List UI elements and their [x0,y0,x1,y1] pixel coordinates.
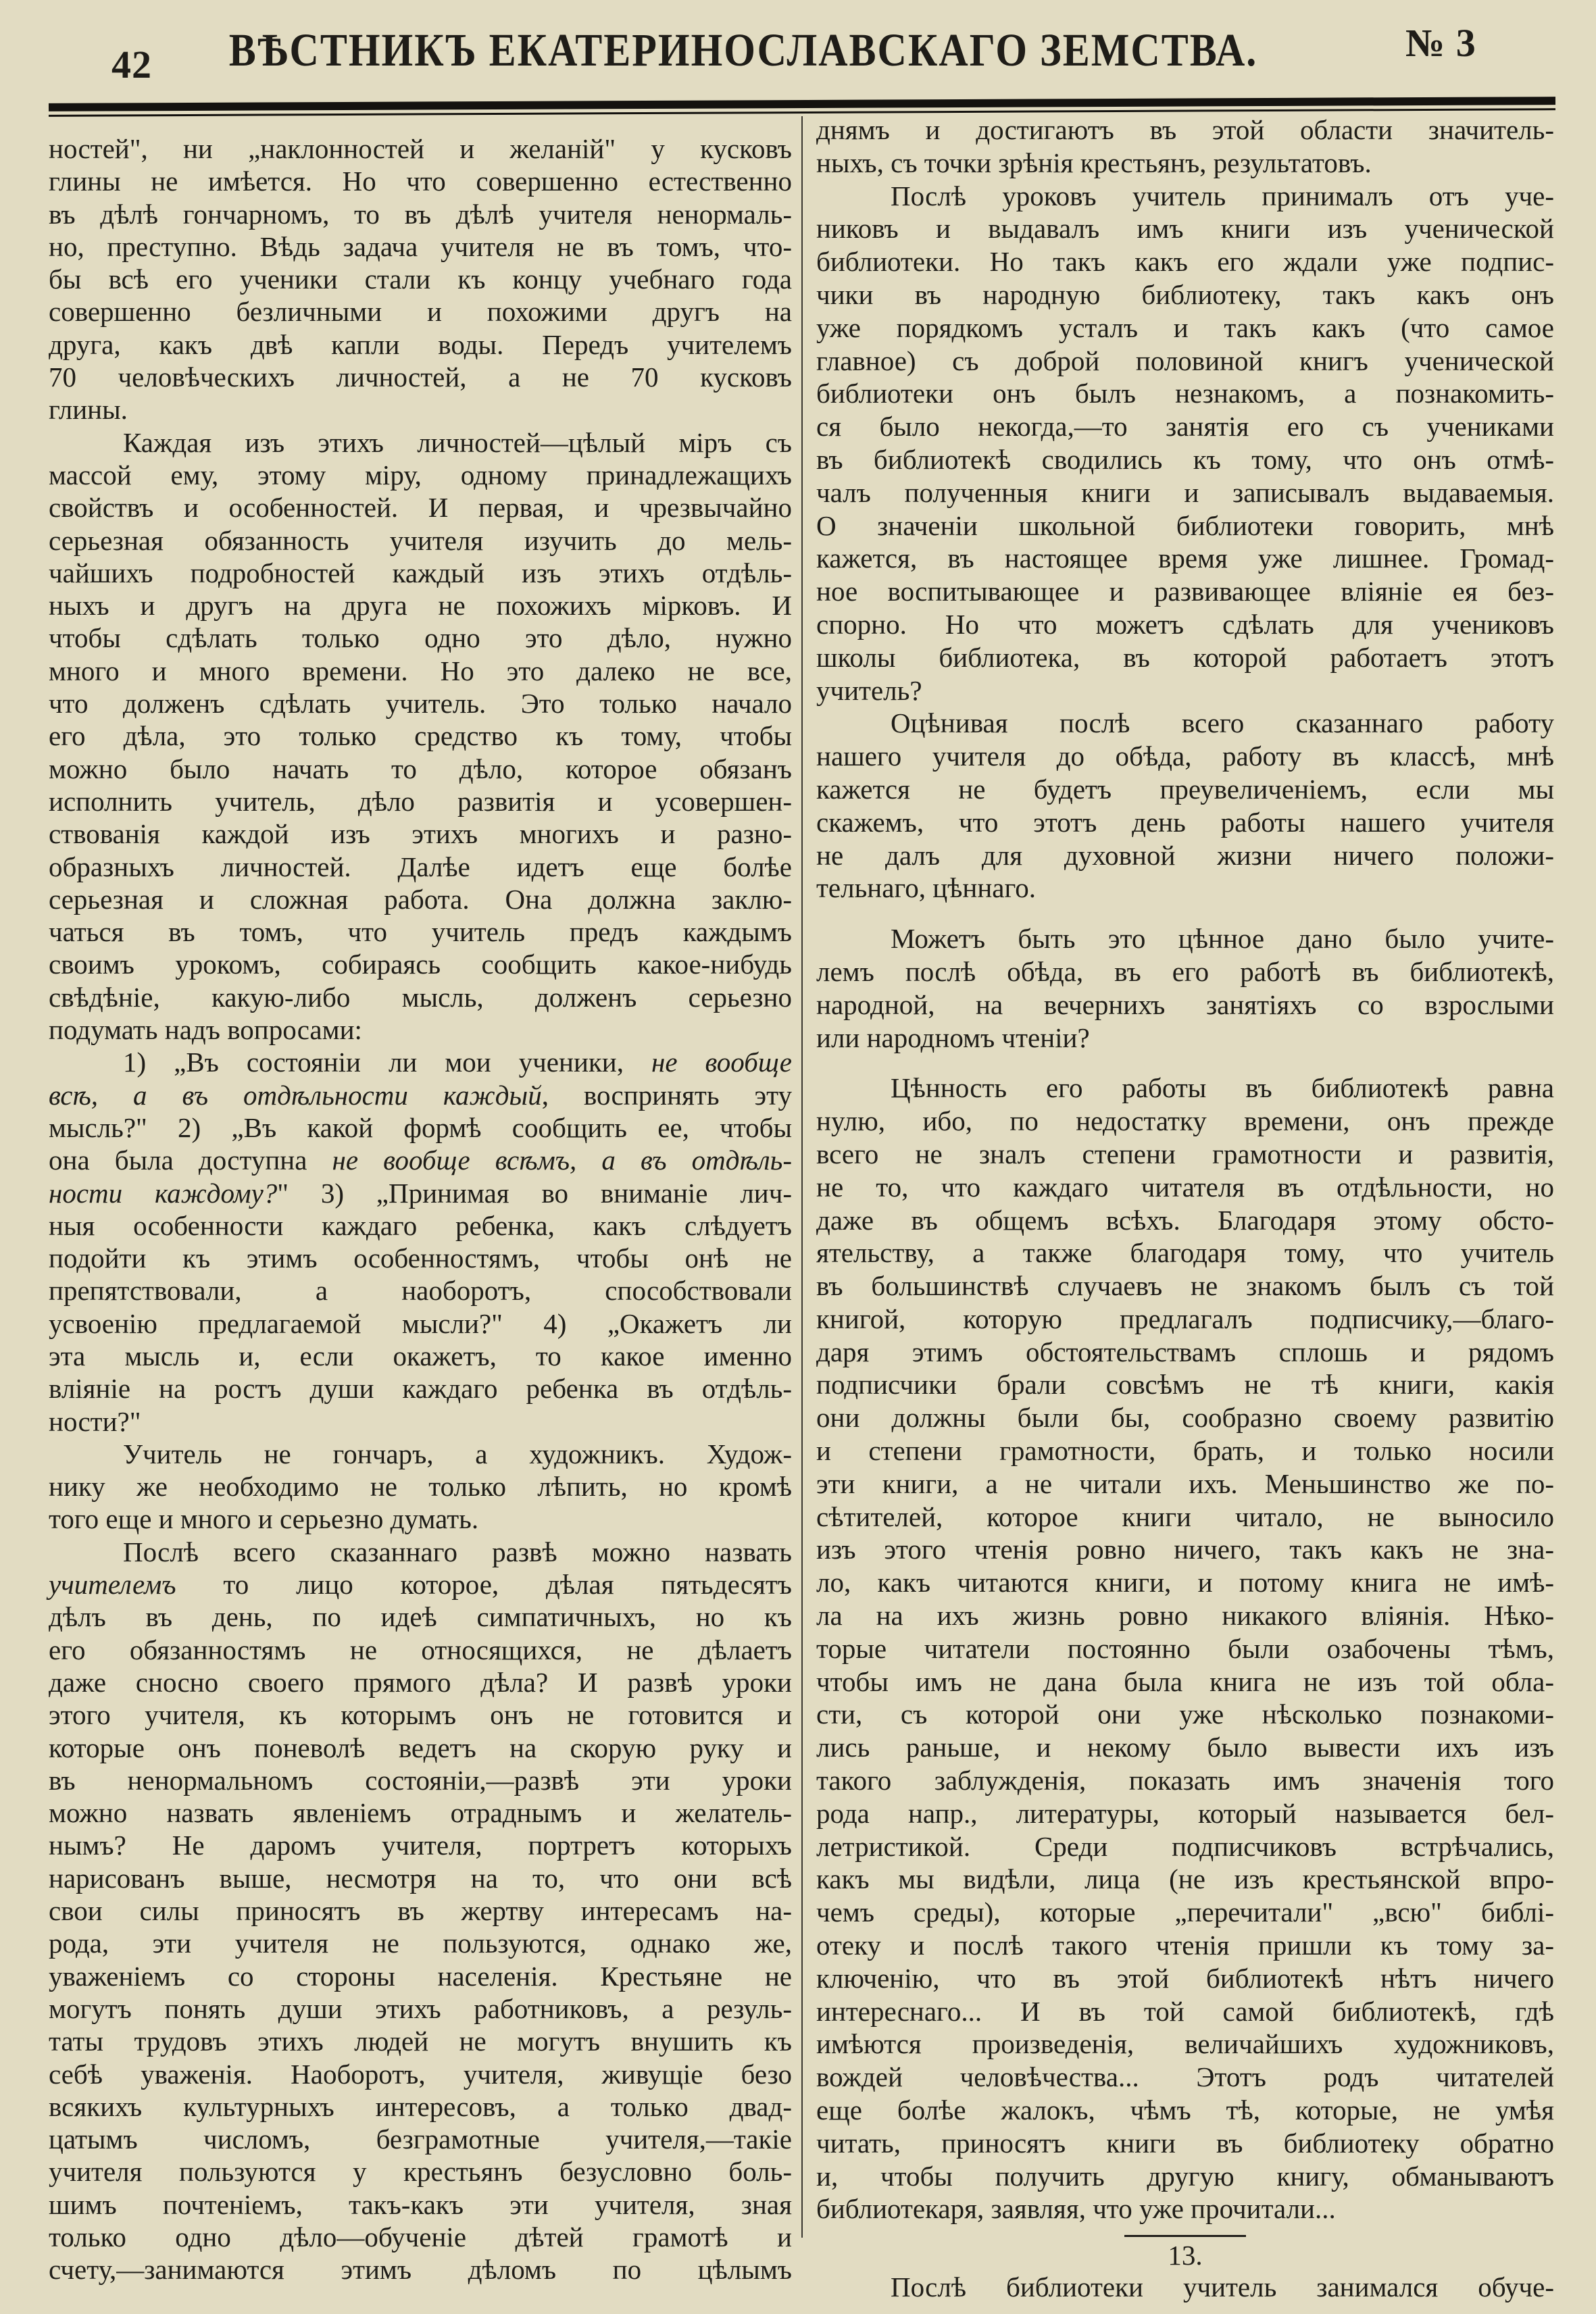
text-line: друга, какъ двѣ капли воды. Передъ учителемъ [49,328,792,360]
text-line: Учитель не гончаръ, а художникъ. Худож- [123,1438,792,1469]
text-line: чайшихъ подробностей каждый изъ этихъ отдѣль- [49,557,792,588]
text-line: ла на ихъ жизнь ровно никакого вліянія. Нѣко- [816,1600,1554,1632]
text-line: или народномъ чтеніи? [816,1022,1090,1053]
text-line: но, преступно. Вѣдь задача учителя не въ томъ, что- [49,230,792,262]
text-line: свѣдѣніе, какую-либо мысль, долженъ серьезно [49,981,792,1013]
text-line: библиотекаря, заявляя, что уже прочитали... [816,2193,1336,2225]
text-line: его обязанностямъ не относящихся, не дѣлаетъ [49,1634,792,1665]
text-line: библиотеки. Но такъ какъ его ждали уже подпис- [816,246,1554,278]
text-line: и степени грамотности, брать, и только носили [816,1435,1554,1467]
text-line: чики въ народную библиотеку, такъ какъ онъ [816,278,1554,310]
right-column [816,114,1554,2304]
text-line: глины. [49,394,128,426]
text-line: нику же необходимо не только лѣпить, но кромѣ [49,1471,792,1503]
text-line: свойствъ и особенностей. И первая, и чрезвычайно [49,492,792,524]
text-line: рода, эти учителя не пользуются, однако же, [49,1928,792,1959]
text-line: счету,—занимаются этимъ дѣломъ по цѣлымъ [49,2254,792,2286]
text-line: никовъ и выдавалъ имъ книги изъ ученической [816,213,1554,245]
text-line: ключенію, что въ этой библиотекѣ нѣтъ ничего [816,1962,1554,1994]
text-line: читать, приносятъ книги въ библиотеку обратно [816,2127,1554,2159]
text-line: отеку и послѣ такого чтенія пришли къ тому за- [816,1930,1554,1961]
text-line [49,1177,792,1209]
text-line: изъ этого чтенія ровно ничего, такъ какъ не зна- [816,1534,1554,1565]
text-line: учителя пользуются у крестьянъ безусловно боль- [49,2156,792,2188]
paragraph [49,1046,792,1438]
text-line: ное воспитывающее и развивающее вліяніе ея без- [816,576,1554,607]
text-line: кажется не будетъ преувеличеніемъ, если мы [816,773,1554,805]
text-line: могутъ понять души этихъ работниковъ, а резуль- [49,1992,792,2024]
text-line: себѣ уваженія. Наоборотъ, учителя, живущіе безо [49,2058,792,2090]
text-line: Послѣ библиотеки учитель занимался обуче- [891,2271,1554,2303]
text-span: , воспринять эту [541,1079,792,1111]
text-line: не то, что каждаго читателя въ отдѣльности, но [816,1171,1554,1203]
text-line: чемъ среды), которые „перечитали" „всю" библі- [816,1896,1554,1928]
text-line: того еще и много и серьезно думать. [49,1503,479,1535]
text-line: не далъ для духовной жизни ничего положи- [816,839,1554,871]
text-line: какъ мы видѣли, лица (не изъ крестьянской впро- [816,1863,1554,1895]
text-line: въ библиотекѣ сводились къ тому, что онъ отмѣ- [816,443,1554,475]
text-line: тельнаго, цѣннаго. [816,872,1037,904]
text-line: ло, какъ читаются книги, и потому книга не имѣ- [816,1567,1554,1599]
right-column-body [816,114,1554,2225]
section-body [816,2271,1554,2304]
text-line: ныя особенности каждаго ребенка, какъ слѣдуетъ [49,1209,792,1241]
text-line: шимъ почтеніемъ, такъ-какъ эти учителя, зная [49,2188,792,2220]
text-line: подумать надъ вопросами: [49,1014,362,1046]
text-line: сѣтителей, которое книги читало, не выносило [816,1501,1554,1532]
text-line: главное) съ доброй половиной книгъ ученической [816,345,1554,376]
text-line: библиотеки онъ былъ незнакомъ, а познакомить- [816,378,1554,409]
text-line: учитель? [816,674,922,706]
text-line: вліяніе на ростъ души каждаго ребенка въ отдѣль- [49,1373,792,1405]
text-line: даже въ общемъ всѣхъ. Благодаря этому обсто- [816,1204,1554,1236]
text-span: " 3) „Принимая во вниманіе лич- [277,1177,792,1209]
text-span: 1) „Въ состояніи ли мои ученики, [123,1047,651,1078]
italic-text: ности каждому? [49,1177,278,1209]
text-line: можно было начать то дѣло, которое обязанъ [49,753,792,784]
italic-text: не вообще [651,1047,792,1078]
text-line: которые онъ поневолѣ ведетъ на скорую руку и [49,1732,792,1763]
text-line: много и много времени. Но это далеко не все, [49,655,792,686]
text-line: всякихъ культурныхъ интересовъ, а только двад- [49,2090,792,2122]
text-line: летристикой. Среди подписчиковъ встрѣчались, [816,1830,1554,1862]
text-line: дѣлъ въ день, по идеѣ симпатичныхъ, но къ [49,1601,792,1633]
text-line: Цѣнность его работы въ библиотекѣ равна [891,1072,1554,1104]
text-span: то лицо которое, дѣлая пятьдесятъ [176,1569,792,1601]
text-line: еще болѣе жалокъ, чѣмъ тѣ, которые, не умѣя [816,2094,1554,2126]
text-line: усвоенію предлагаемой мысли?" 4) „Окажетъ ли [49,1307,792,1339]
text-line: нымъ? Не даромъ учителя, портретъ которыхъ [49,1830,792,1861]
text-line: ятельству, а также благодаря тому, что учитель [816,1237,1554,1269]
text-line: нарисованъ выше, несмотря на то, что они всѣ [49,1862,792,1894]
text-line: можно назвать явленіемъ отраднымъ и желатель- [49,1797,792,1829]
text-line: ствованія каждой изъ этихъ многихъ и разно- [49,818,792,850]
text-line: лемъ послѣ обѣда, въ его работѣ въ библиотекѣ, [816,955,1554,987]
text-line: глины не имѣется. Но что совершенно естественно [49,166,792,197]
text-line: бы всѣ его ученики стали къ концу учебнаго года [49,263,792,295]
text-span: она была доступна [49,1145,332,1176]
text-line: школы библиотека, въ которой работаетъ этотъ [816,641,1554,673]
text-line: Каждая изъ этихъ личностей—цѣлый міръ съ [123,426,792,458]
text-line: всего не зналъ степени грамотности и развитія, [816,1138,1554,1169]
text-line: исполнить учитель, дѣло развитія и усовершен- [49,785,792,817]
paragraph [816,707,1554,905]
text-line: подписчики брали совсѣмъ не тѣ книги, какія [816,1369,1554,1401]
text-line: торые читатели постоянно были озабочены тѣмъ, [816,1632,1554,1664]
text-line: даря этимъ обстоятельствамъ сплошь и рядомъ [816,1336,1554,1367]
text-line: Послѣ уроковъ учитель принималъ отъ уче- [891,180,1554,211]
text-line: 70 человѣческихъ личностей, а не 70 кусковъ [49,361,792,393]
text-line: свои силы приносятъ въ жертву интересамъ на- [49,1895,792,1927]
text-line: сти, съ которой они уже нѣсколько познакоми- [816,1699,1554,1730]
text-line: ся было некогда,—то занятія его съ учениками [816,411,1554,443]
text-line: таты трудовъ этихъ людей не могутъ внушить къ [49,2026,792,2057]
text-line: этого учителя, къ которымъ онъ не готовится и [49,1699,792,1731]
italic-text: не вообще всѣмъ, а въ отдѣль- [332,1145,792,1176]
text-line: мысль?" 2) „Въ какой формѣ сообщить ее, чтобы [49,1111,792,1143]
text-line: ности?" [49,1405,141,1437]
text-line: скажемъ, что этотъ день работы нашего учителя [816,806,1554,838]
page-number: 42 [111,43,152,86]
text-line [49,1144,792,1176]
text-line: его дѣла, это только средство къ тому, чтобы [49,720,792,752]
text-line: спорно. Но что можетъ сдѣлать для учениковъ [816,608,1554,640]
text-line: имѣются произведенія, величайшихъ художниковъ, [816,2028,1554,2060]
text-line: нулю, ибо, по недостатку времени, онъ прежде [816,1105,1554,1137]
text-line: книгой, которую предлагалъ подписчику,—благо- [816,1303,1554,1334]
text-line: образныхъ личностей. Далѣе идетъ еще болѣе [49,851,792,882]
issue-number: № 3 [1405,21,1476,65]
text-line: О значеніи школьной библиотеки говорить, мнѣ [816,509,1554,541]
text-line: рода напр., литературы, который называется бел- [816,1797,1554,1829]
text-line: подойти къ этимъ особенностямъ, чтобы онѣ не [49,1242,792,1274]
journal-title: ВѢСТНИКЪ ЕКАТЕРИНОСЛАВСКАГО ЗЕМСТВА. [228,24,1258,76]
text-line: серьезная и сложная работа. Она должна заклю- [49,883,792,915]
text-line: Оцѣнивая послѣ всего сказаннаго работу [891,707,1554,739]
paragraph [816,922,1554,1054]
text-line: эти книги, а не читали ихъ. Меньшинство же по- [816,1467,1554,1499]
paragraph [816,1072,1554,2225]
text-line: народной, на вечернихъ занятіяхъ со взрослыми [816,988,1554,1020]
italic-text: учителемъ [49,1569,176,1601]
text-line: чалъ полученныя книги и записывалъ выдаваемыя. [816,476,1554,508]
italic-text: всѣ, а въ отдѣльности каждый [49,1079,542,1111]
text-line: эта мысль и, если окажетъ, то какое именно [49,1340,792,1372]
text-line [49,1046,792,1078]
paragraph [49,426,792,1047]
text-line: массой ему, этому міру, одному принадлежащихъ [49,459,792,491]
text-line: интереснаго... И въ той самой библиотекѣ, гдѣ [816,1995,1554,2027]
left-column [49,132,792,2286]
text-line: въ дѣлѣ гончарномъ, то въ дѣлѣ учителя ненормаль- [49,198,792,230]
text-line: такого заблужденія, показать имъ значенія того [816,1765,1554,1796]
text-line: чаться въ томъ, что учитель предъ каждымъ [49,916,792,948]
text-line: что долженъ сдѣлать учитель. Это только начало [49,688,792,720]
paragraph [816,114,1554,180]
text-line: только одно дѣло—обученіе дѣтей грамотѣ и [49,2221,792,2253]
text-line: кажется, въ настоящее время уже лишнее. Громад- [816,543,1554,574]
paragraph [49,1438,792,1536]
text-line: лись раньше, и некому было вывести ихъ изъ [816,1732,1554,1763]
text-line: своимъ урокомъ, собираясь сообщить какое-нибудь [49,949,792,980]
text-line: ностей", ни „наклонностей и желаній" у кусковъ [49,133,792,164]
text-line: и, чтобы получить другую книгу, обманываютъ [816,2160,1554,2192]
text-line: серьезная обязанность учителя изучить до мель- [49,524,792,556]
text-line: Можетъ быть это цѣнное дано было учите- [891,923,1554,955]
text-line: уже порядкомъ усталъ и такъ какъ (что самое [816,311,1554,343]
column-divider [801,116,803,2238]
text-line: въ большинствѣ случаевъ не знакомъ былъ съ той [816,1270,1554,1302]
text-line: нашего учителя до обѣда, работу въ классѣ, мнѣ [816,740,1554,772]
text-line [49,1568,792,1601]
text-line: препятствовали, а наоборотъ, способствовали [49,1275,792,1307]
text-line: ныхъ, съ точки зрѣнія крестьянъ, результатовъ. [816,147,1372,178]
text-line: чтобы имъ не дана была книга не изъ той обла- [816,1665,1554,1697]
text-line: даже сносно своего прямого дѣла? И развѣ уроки [49,1666,792,1698]
paragraph [816,180,1554,707]
section-number: 13. [1168,2240,1203,2271]
text-line: въ ненормальномъ состояніи,—развѣ эти уроки [49,1764,792,1796]
text-line: Послѣ всего сказаннаго развѣ можно назвать [123,1536,792,1567]
text-line: вождей человѣчества... Этотъ родъ читателей [816,2061,1554,2093]
text-line: они должны были бы, сообразно своему развитію [816,1402,1554,1434]
paragraph [49,1536,792,2286]
text-line [49,1079,792,1111]
text-line: днямъ и достигаютъ въ этой области значитель- [816,114,1554,145]
text-line: уваженіемъ со стороны населенія. Крестьяне не [49,1960,792,1992]
paragraph [49,132,792,426]
text-line: чтобы сдѣлать только одно это дѣло, нужно [49,622,792,654]
text-line: ныхъ и другъ на друга не похожихъ мірковъ. И [49,590,792,622]
text-line: цатымъ числомъ, безграмотные учителя,—такіе [49,2123,792,2155]
paragraph [816,2271,1554,2304]
section-rule [1124,2235,1246,2237]
text-line: совершенно безличными и похожими другъ на [49,296,792,328]
